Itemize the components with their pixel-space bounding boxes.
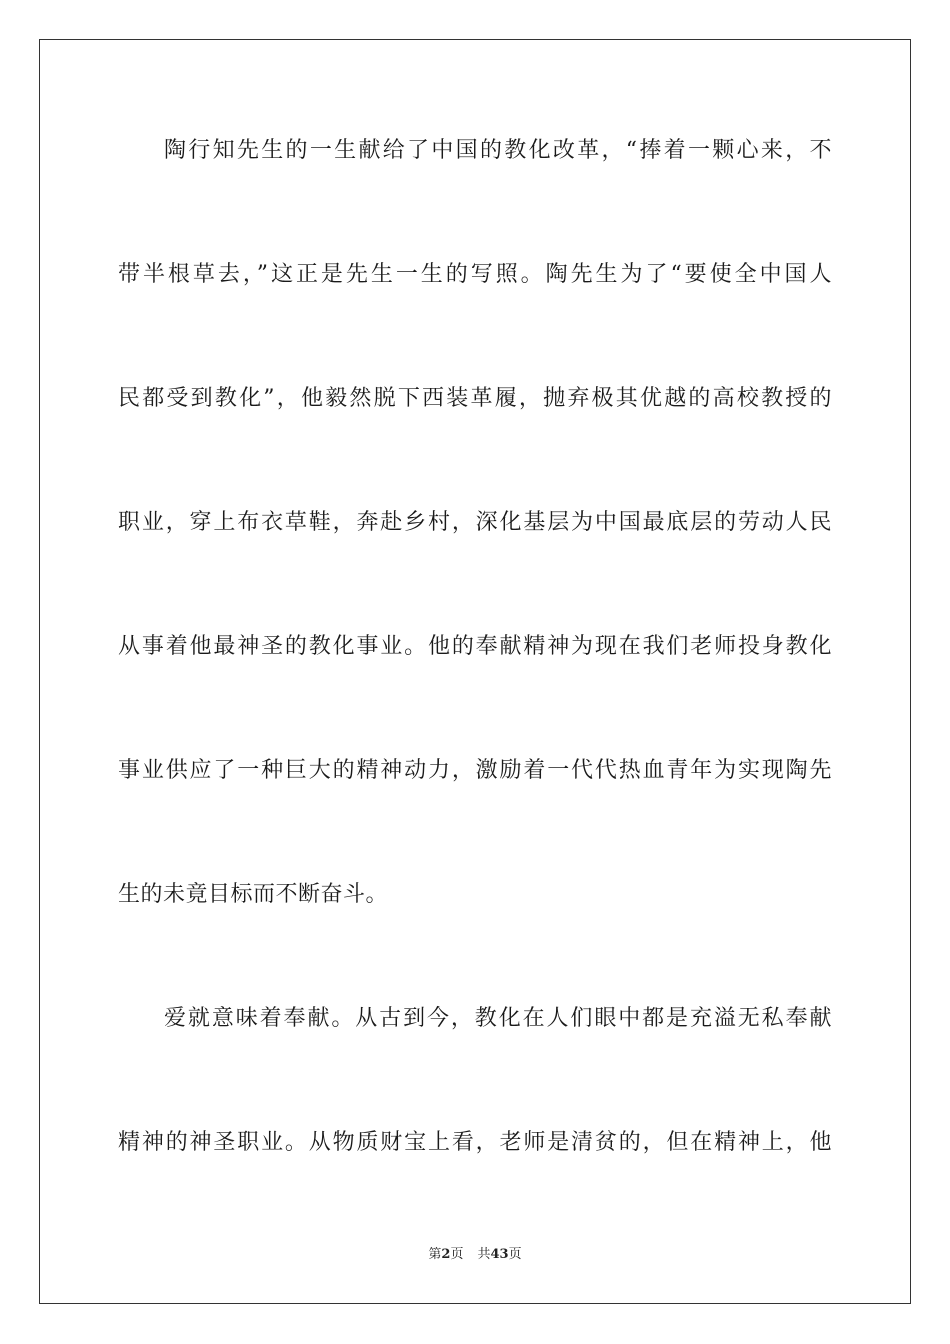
total-pages: 43 <box>490 1247 509 1262</box>
total-prefix: 共 <box>477 1247 491 1262</box>
page-number: 2 <box>441 1247 451 1262</box>
page-prefix: 第 <box>428 1247 442 1262</box>
page-footer <box>0 1246 950 1264</box>
paragraph-1-line-6: 事业供应了一种巨大的精神动力，激励着一代代热血青年为实现陶先 <box>118 758 832 783</box>
total-suffix: 页 <box>508 1247 522 1262</box>
paragraph-1-line-4: 职业，穿上布衣草鞋，奔赴乡村，深化基层为中国最底层的劳动人民 <box>118 510 832 535</box>
paragraph-1-line-5: 从事着他最神圣的教化事业。他的奉献精神为现在我们老师投身教化 <box>118 634 832 659</box>
page-suffix: 页 <box>450 1247 464 1262</box>
paragraph-1-line-3: 民都受到教化”，他毅然脱下西装革履，抛弃极其优越的高校教授的 <box>118 386 832 411</box>
paragraph-1-line-1: 陶行知先生的一生献给了中国的教化改革，“捧着一颗心来，不 <box>164 138 832 163</box>
paragraph-2-line-1: 爱就意味着奉献。从古到今，教化在人们眼中都是充溢无私奉献 <box>164 1006 832 1031</box>
paragraph-2-line-2: 精神的神圣职业。从物质财宝上看，老师是清贫的，但在精神上，他 <box>118 1130 832 1155</box>
page-border <box>39 39 911 1304</box>
paragraph-1-line-7: 生的未竟目标而不断奋斗。 <box>118 882 389 907</box>
paragraph-1-line-2: 带半根草去，”这正是先生一生的写照。陶先生为了“要使全中国人 <box>118 262 832 287</box>
